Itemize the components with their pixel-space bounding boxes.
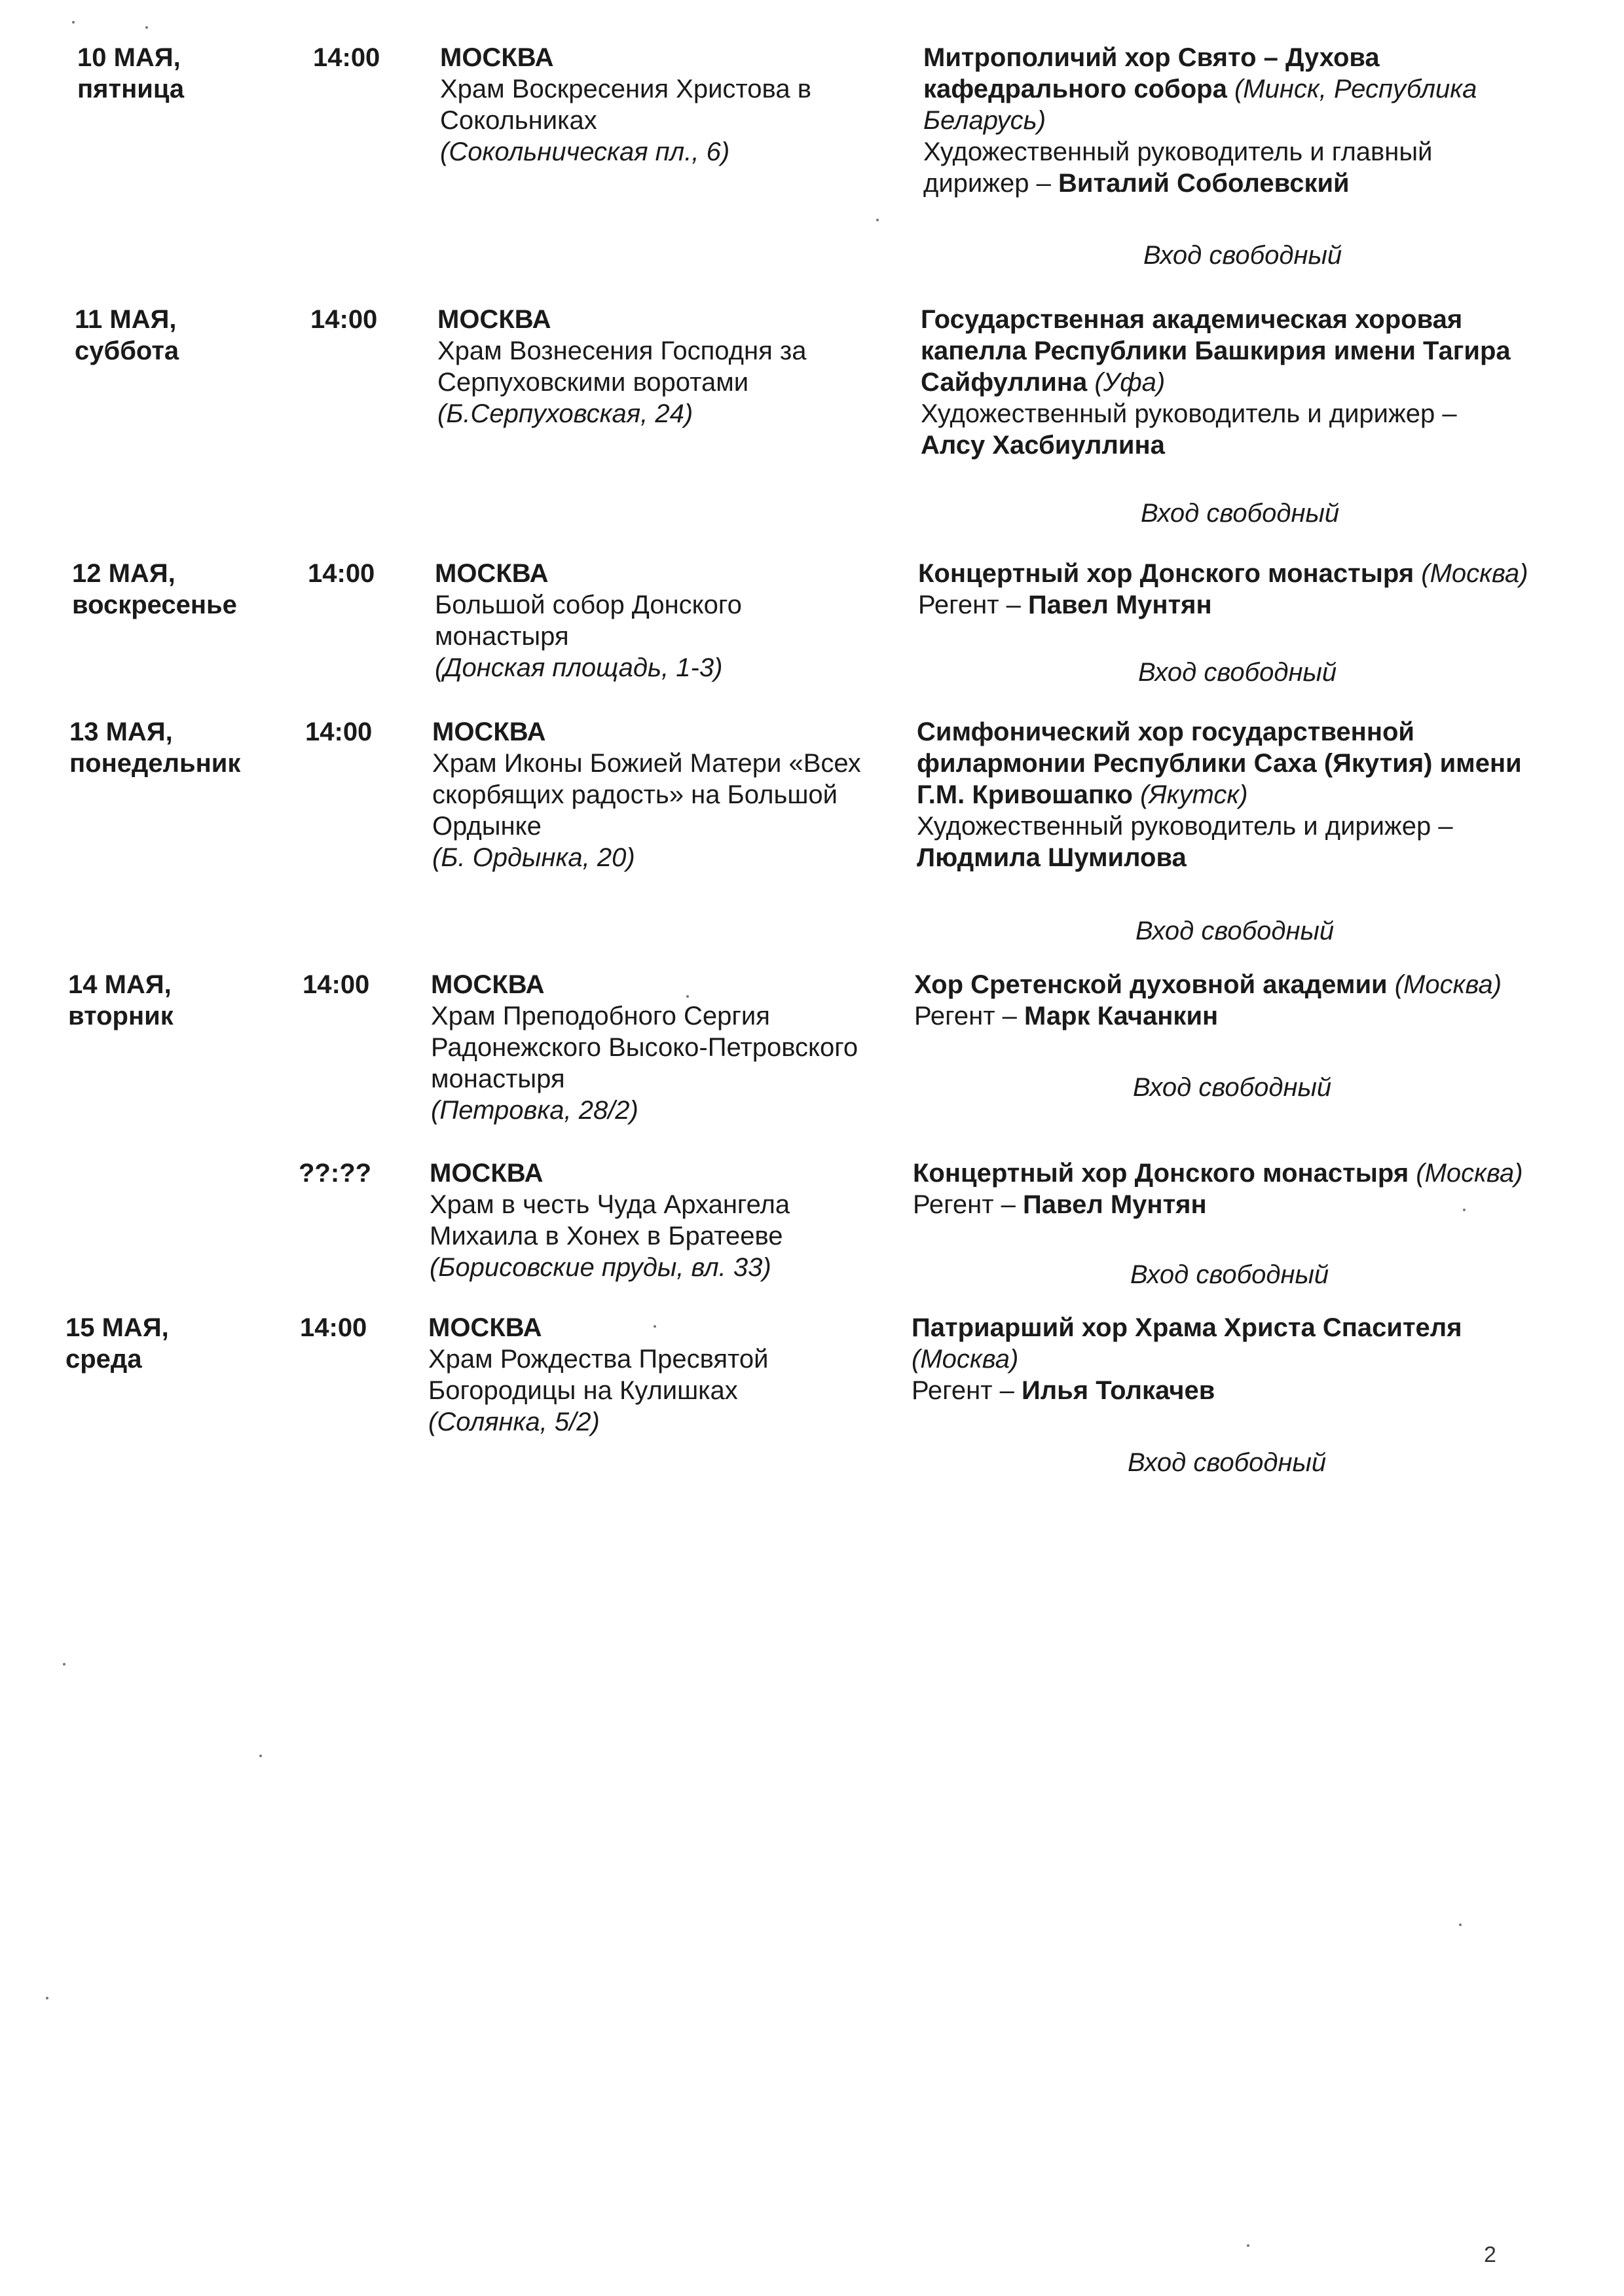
venue-name-line: Храм в честь Чуда Архангела	[430, 1190, 790, 1219]
scan-speck	[63, 1663, 65, 1666]
scan-speck	[72, 21, 75, 24]
event-time: 14:00	[313, 43, 380, 72]
event-time: 14:00	[308, 559, 375, 588]
performer-city: (Москва)	[1414, 559, 1528, 588]
free-entry-note: Вход свободный	[1143, 241, 1342, 270]
event-city: МОСКВА	[431, 970, 545, 999]
event-city: МОСКВА	[432, 718, 546, 746]
performer-column	[918, 558, 1579, 621]
performer-line	[923, 42, 1585, 73]
venue-name-line: Сокольниках	[440, 106, 597, 135]
venue-address: (Б.Серпуховская, 24)	[437, 399, 693, 428]
event-time: 14:00	[305, 718, 373, 746]
venue-name-line: Михаила в Хонех в Братееве	[430, 1222, 783, 1250]
event-city: МОСКВА	[428, 1313, 542, 1342]
event-date-column	[65, 1312, 275, 1375]
scan-speck	[259, 1755, 262, 1757]
venue-name-line: Серпуховскими воротами	[437, 368, 749, 397]
venue-name-line: Радонежского Высоко-Петровского	[431, 1033, 858, 1062]
free-entry-note: Вход свободный	[1135, 917, 1335, 945]
performer-name: Симфонический хор государственной	[917, 718, 1415, 746]
venue-name-line: Храм Иконы Божией Матери «Всех	[432, 749, 861, 778]
event-city: МОСКВА	[430, 1159, 544, 1188]
scan-speck	[876, 219, 879, 221]
performer-name: Хор Сретенской духовной академии	[914, 970, 1388, 999]
performer-line	[912, 1312, 1573, 1343]
event-weekday: вторник	[68, 1002, 174, 1030]
performer-name: Митрополичий хор Свято – Духова	[923, 43, 1380, 72]
event-venue-column	[432, 716, 891, 873]
event-venue-column	[431, 969, 889, 1126]
performer-line	[912, 1343, 1573, 1375]
performer-city: (Уфа)	[1087, 368, 1166, 397]
performer-column	[921, 304, 1582, 461]
event-weekday: суббота	[75, 337, 179, 365]
performer-line	[923, 136, 1585, 168]
performer-line	[917, 811, 1578, 842]
event-venue-column	[428, 1312, 887, 1438]
performer-name: Г.М. Кривошапко	[917, 780, 1133, 809]
performer-line	[917, 842, 1578, 873]
event-venue-column	[437, 304, 896, 429]
performer-line	[913, 1157, 1574, 1189]
event-weekday: среда	[65, 1345, 142, 1374]
performer-column	[913, 1157, 1574, 1220]
event-date: 10 МАЯ,	[77, 43, 181, 72]
venue-name-line: Храм Преподобного Сергия	[431, 1002, 770, 1030]
free-entry-note: Вход свободный	[1133, 1073, 1332, 1102]
scan-speck	[1459, 1923, 1462, 1926]
performer-name: филармонии Республики Саха (Якутия) имени	[917, 749, 1522, 778]
performer-line	[914, 969, 1576, 1000]
event-date-column	[75, 304, 284, 367]
event-time: 14:00	[310, 305, 378, 334]
event-venue-column	[430, 1157, 888, 1283]
performer-line	[921, 398, 1582, 429]
venue-name-line: Ордынке	[432, 812, 542, 841]
scan-speck	[1463, 1209, 1466, 1211]
event-row	[0, 304, 1624, 460]
event-row	[0, 42, 1624, 198]
event-city: МОСКВА	[440, 43, 554, 72]
event-date: 11 МАЯ,	[75, 305, 177, 334]
performer-name: Виталий Соболевский	[1058, 169, 1350, 198]
scan-speck	[145, 26, 148, 29]
venue-name-line: монастыря	[435, 622, 569, 651]
performer-line	[923, 73, 1585, 105]
performer-line	[921, 429, 1582, 461]
performer-line	[921, 304, 1582, 335]
performer-city: (Якутск)	[1132, 780, 1248, 809]
performer-line	[917, 779, 1578, 811]
performer-line	[913, 1189, 1574, 1220]
event-weekday: понедельник	[69, 749, 241, 778]
performer-name: капелла Республики Башкирия имени Тагира	[921, 337, 1511, 365]
venue-address: (Донская площадь, 1-3)	[435, 653, 723, 682]
event-date-column	[68, 969, 278, 1032]
event-date-column	[72, 558, 282, 621]
event-weekday: пятница	[77, 75, 185, 103]
event-date: 12 МАЯ,	[72, 559, 175, 588]
performer-line	[918, 558, 1579, 589]
page-number: 2	[1484, 2242, 1496, 2267]
event-venue-column	[440, 42, 898, 168]
performer-line	[921, 367, 1582, 398]
event-date-column	[69, 716, 279, 779]
free-entry-note: Вход свободный	[1128, 1448, 1327, 1477]
venue-name-line: Храм Вознесения Господня за	[437, 337, 807, 365]
performer-city: (Минск, Республика	[1227, 75, 1477, 103]
event-date: 15 МАЯ,	[65, 1313, 169, 1342]
venue-name-line: Богородицы на Кулишках	[428, 1376, 738, 1405]
performer-name: Патриарший хор Храма Христа Спасителя	[912, 1313, 1462, 1342]
scan-speck	[686, 995, 689, 998]
venue-address: (Сокольническая пл., 6)	[440, 137, 730, 166]
event-city: МОСКВА	[437, 305, 551, 334]
event-time: 14:00	[303, 970, 370, 999]
performer-name: Государственная академическая хоровая	[921, 305, 1463, 334]
event-venue-column	[435, 558, 893, 683]
performer-line	[917, 748, 1578, 779]
event-date-column	[77, 42, 287, 105]
event-row	[0, 1312, 1624, 1436]
performer-text: Регент –	[918, 591, 1029, 619]
venue-name-line: Храм Воскресения Христова в	[440, 75, 811, 103]
performer-text: Регент –	[913, 1190, 1024, 1219]
performer-name: Павел Мунтян	[1023, 1190, 1207, 1219]
venue-address: (Б. Ордынка, 20)	[432, 843, 635, 872]
performer-name: Марк Качанкин	[1024, 1002, 1219, 1030]
venue-address: (Борисовские пруды, вл. 33)	[430, 1253, 771, 1282]
performer-column	[912, 1312, 1573, 1406]
performer-name: Павел Мунтян	[1028, 591, 1212, 619]
performer-name: Людмила Шумилова	[917, 843, 1187, 872]
performer-name: Илья Толкачев	[1022, 1376, 1215, 1405]
event-time: ??:??	[299, 1159, 372, 1188]
venue-name-line: скорбящих радость» на Большой	[432, 780, 838, 809]
performer-line	[917, 716, 1578, 748]
event-row	[0, 716, 1624, 872]
performer-line	[914, 1000, 1576, 1032]
venue-name-line: монастыря	[431, 1065, 565, 1093]
performer-line	[918, 589, 1579, 621]
venue-name-line: Храм Рождества Пресвятой	[428, 1345, 769, 1374]
performer-name: Алсу Хасбиуллина	[921, 431, 1165, 460]
performer-city: Беларусь)	[923, 106, 1046, 135]
performer-name: Сайфуллина	[921, 368, 1088, 397]
event-time: 14:00	[300, 1313, 367, 1342]
performer-line	[921, 335, 1582, 367]
free-entry-note: Вход свободный	[1141, 499, 1340, 528]
performer-text: дирижер –	[923, 169, 1058, 198]
performer-name: кафедрального собора	[923, 75, 1227, 103]
performer-city: (Москва)	[1387, 970, 1502, 999]
scan-speck	[46, 1997, 48, 1999]
venue-address: (Петровка, 28/2)	[431, 1096, 638, 1125]
venue-address: (Солянка, 5/2)	[428, 1408, 600, 1436]
free-entry-note: Вход свободный	[1130, 1260, 1329, 1289]
performer-line	[912, 1375, 1573, 1406]
performer-text: Художественный руководитель и дирижер –	[921, 399, 1457, 428]
performer-city: (Москва)	[1409, 1159, 1523, 1188]
event-date: 13 МАЯ,	[69, 718, 173, 746]
performer-name: Концертный хор Донского монастыря	[918, 559, 1414, 588]
event-city: МОСКВА	[435, 559, 549, 588]
scan-speck	[1247, 2244, 1249, 2247]
performer-column	[923, 42, 1585, 199]
performer-column	[914, 969, 1576, 1032]
free-entry-note: Вход свободный	[1138, 658, 1337, 687]
venue-name-line: Большой собор Донского	[435, 591, 742, 619]
performer-text: Художественный руководитель и дирижер –	[917, 812, 1453, 841]
performer-column	[917, 716, 1578, 873]
performer-name: Концертный хор Донского монастыря	[913, 1159, 1409, 1188]
performer-line	[923, 105, 1585, 136]
performer-text: Художественный руководитель и главный	[923, 137, 1433, 166]
event-weekday: воскресенье	[72, 591, 237, 619]
performer-city: (Москва)	[912, 1345, 1019, 1374]
performer-line	[923, 168, 1585, 199]
event-date: 14 МАЯ,	[68, 970, 172, 999]
performer-text: Регент –	[912, 1376, 1022, 1405]
scan-speck	[654, 1325, 656, 1328]
performer-text: Регент –	[914, 1002, 1025, 1030]
